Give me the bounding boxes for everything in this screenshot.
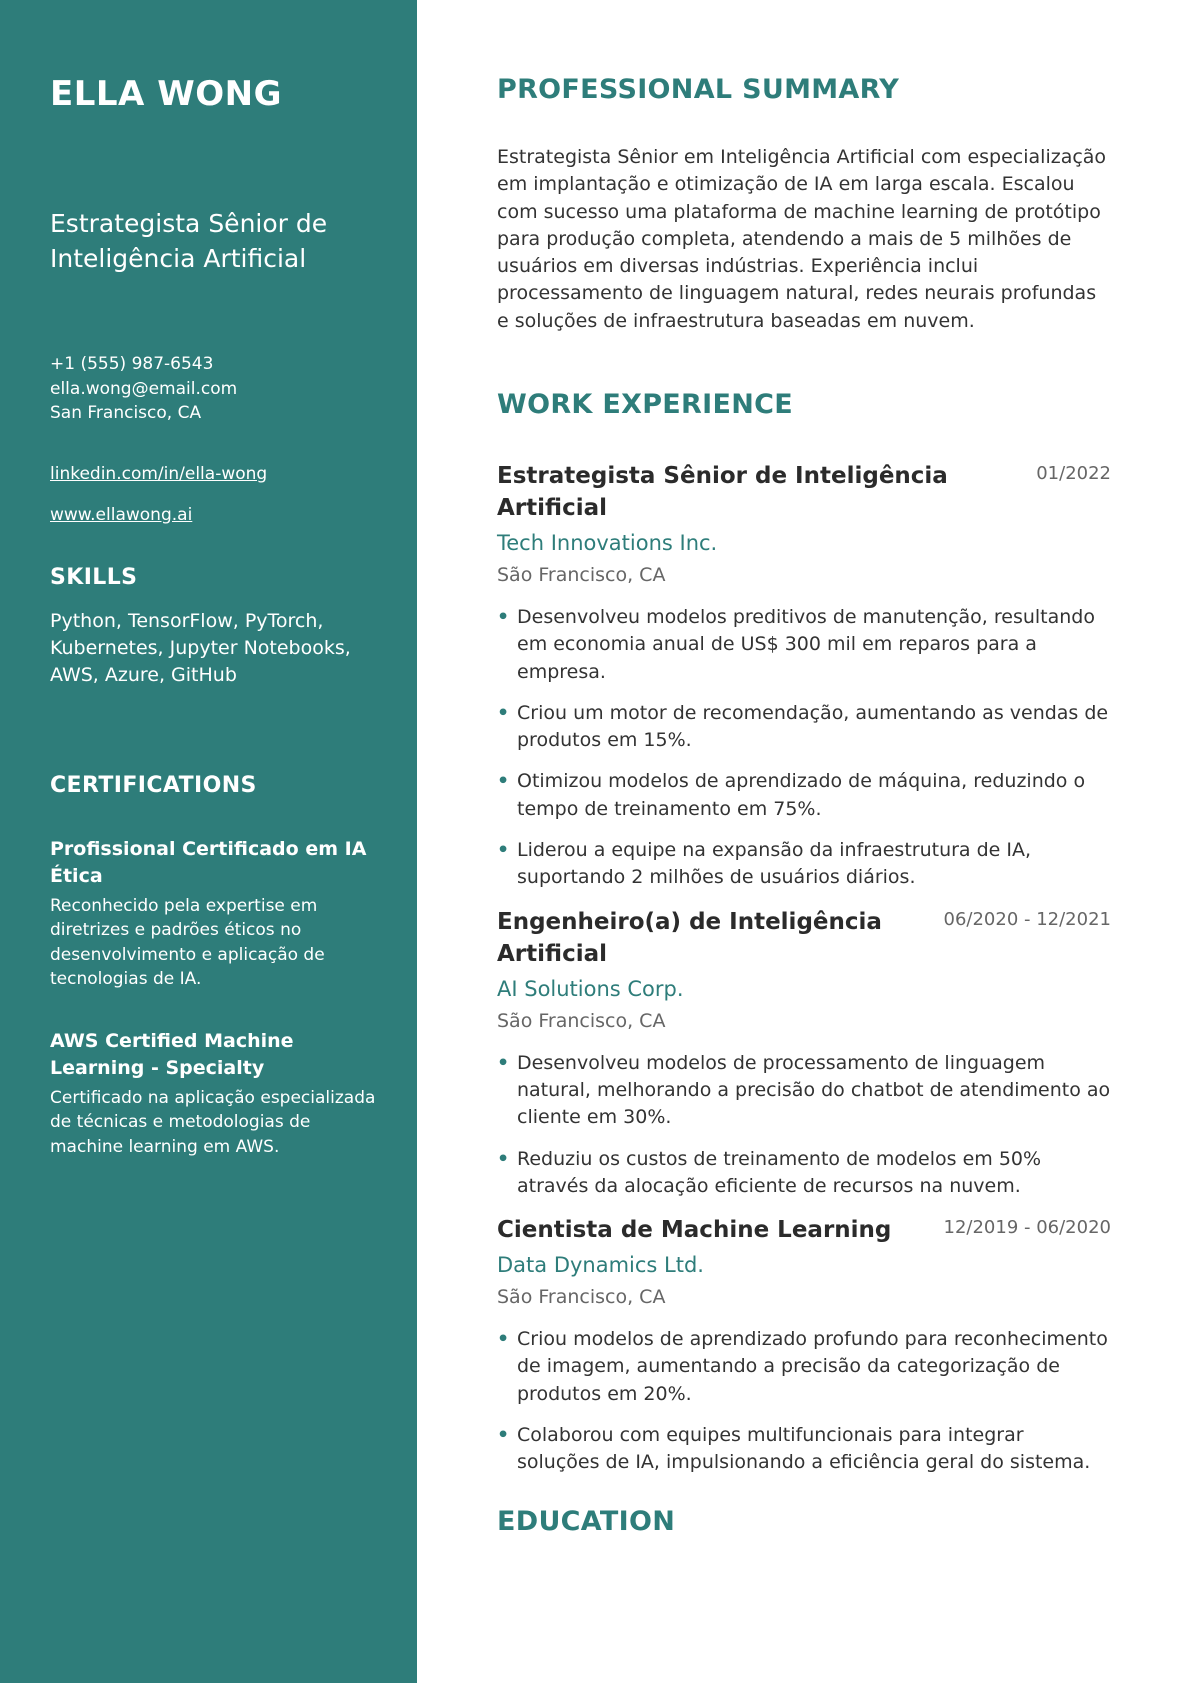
job-title: Estrategista Sênior de Inteligência Artificial <box>497 463 948 521</box>
contact-phone: +1 (555) 987-6543 <box>50 354 214 374</box>
certifications-heading: CERTIFICATIONS <box>50 772 257 798</box>
job-company: Tech Innovations Inc. <box>497 531 718 555</box>
certification-description: Certificado na aplicação especializada de técnicas e metodologias de machine learning em AWS. <box>50 1087 376 1157</box>
certification-title: AWS Certified Machine Learning - Specialty <box>50 1029 294 1079</box>
job-location: São Francisco, CA <box>497 564 666 586</box>
job-entry <box>497 1214 1111 1476</box>
job-company: Data Dynamics Ltd. <box>497 1253 704 1278</box>
job-title: Cientista de Machine Learning <box>497 1217 892 1244</box>
certification-title: Profissional Certificado em IA Ética <box>50 837 367 887</box>
job-bullet: • Colaborou com equipes multifuncionais para integrar soluções de IA, impulsionando a eficiência geral do sistema. <box>497 1422 1111 1477</box>
website-link[interactable]: www.ellawong.ai <box>50 504 193 525</box>
job-bullet: • Criou modelos de aprendizado profundo para reconhecimento de imagem, aumentando a precisão da categorização de produtos em 20%. <box>497 1326 1111 1408</box>
job-bullet: • Criou um motor de recomendação, aumentando as vendas de produtos em 15%. <box>497 700 1111 755</box>
certification-description: Reconhecido pela expertise em diretrizes e padrões éticos no desenvolvimento e aplicação de tecnologias de IA. <box>50 895 325 989</box>
job-list <box>497 460 1111 1491</box>
linkedin-link[interactable]: linkedin.com/in/ella-wong <box>50 463 268 484</box>
job-location: São Francisco, CA <box>497 1286 666 1309</box>
job-bullets <box>497 604 1111 892</box>
job-bullet: • Otimizou modelos de aprendizado de máquina, reduzindo o tempo de treinamento em 75%. <box>497 768 1111 823</box>
sidebar <box>0 0 417 1683</box>
job-date: 06/2020 - 12/2021 <box>943 908 1111 930</box>
job-bullets <box>497 1326 1111 1476</box>
summary-heading: PROFESSIONAL SUMMARY <box>497 74 900 105</box>
candidate-name: ELLA WONG <box>50 74 282 114</box>
job-date: 12/2019 - 06/2020 <box>943 1217 1111 1239</box>
work-experience-heading: WORK EXPERIENCE <box>497 389 793 420</box>
job-bullet: • Desenvolveu modelos preditivos de manutenção, resultando em economia anual de US$ 300 mil em reparos para a empresa. <box>497 604 1111 686</box>
profile-links <box>50 462 377 527</box>
contact-email: ella.wong@email.com <box>50 378 238 399</box>
job-header <box>497 1214 1111 1246</box>
job-date: 01/2022 <box>1036 463 1111 484</box>
contact-location: San Francisco, CA <box>50 403 202 423</box>
job-header <box>497 906 1111 970</box>
certification-item <box>50 836 377 992</box>
certification-item <box>50 1028 377 1160</box>
job-entry <box>497 906 1111 1200</box>
job-title: Engenheiro(a) de Inteligência Artificial <box>497 908 882 967</box>
job-company: AI Solutions Corp. <box>497 976 684 1001</box>
job-bullet: • Liderou a equipe na expansão da infraestrutura de IA, suportando 2 milhões de usuários diários. <box>497 837 1111 892</box>
job-bullet: • Reduziu os custos de treinamento de modelos em 50% através da alocação eficiente de recursos na nuvem. <box>497 1146 1111 1201</box>
job-location: São Francisco, CA <box>497 1009 666 1032</box>
summary-text: Estrategista Sênior em Inteligência Artificial com especialização em implantação e otimização de IA em larga escala. Escalou com sucesso uma plataforma de machine learning de protótipo para produção completa, atendendo a mais de 5 milhões de usuários em diversas indústrias. Experiência inclui processamento de linguagem natural, redes neurais profundas e soluções de infraestrutura baseadas em nuvem. <box>497 146 1107 332</box>
contact-info <box>50 352 377 426</box>
job-bullets <box>497 1050 1111 1200</box>
job-bullet: • Desenvolveu modelos de processamento de linguagem natural, melhorando a precisão do chatbot de atendimento ao cliente em 30%. <box>497 1050 1111 1132</box>
skills-list: Python, TensorFlow, PyTorch, Kubernetes, Jupyter Notebooks, AWS, Azure, GitHub <box>50 609 351 686</box>
job-entry <box>497 460 1111 892</box>
candidate-role: Estrategista Sênior de Inteligência Artificial <box>50 209 328 273</box>
skills-heading: SKILLS <box>50 564 138 590</box>
education-heading: EDUCATION <box>497 1506 676 1537</box>
job-header <box>497 460 1111 524</box>
